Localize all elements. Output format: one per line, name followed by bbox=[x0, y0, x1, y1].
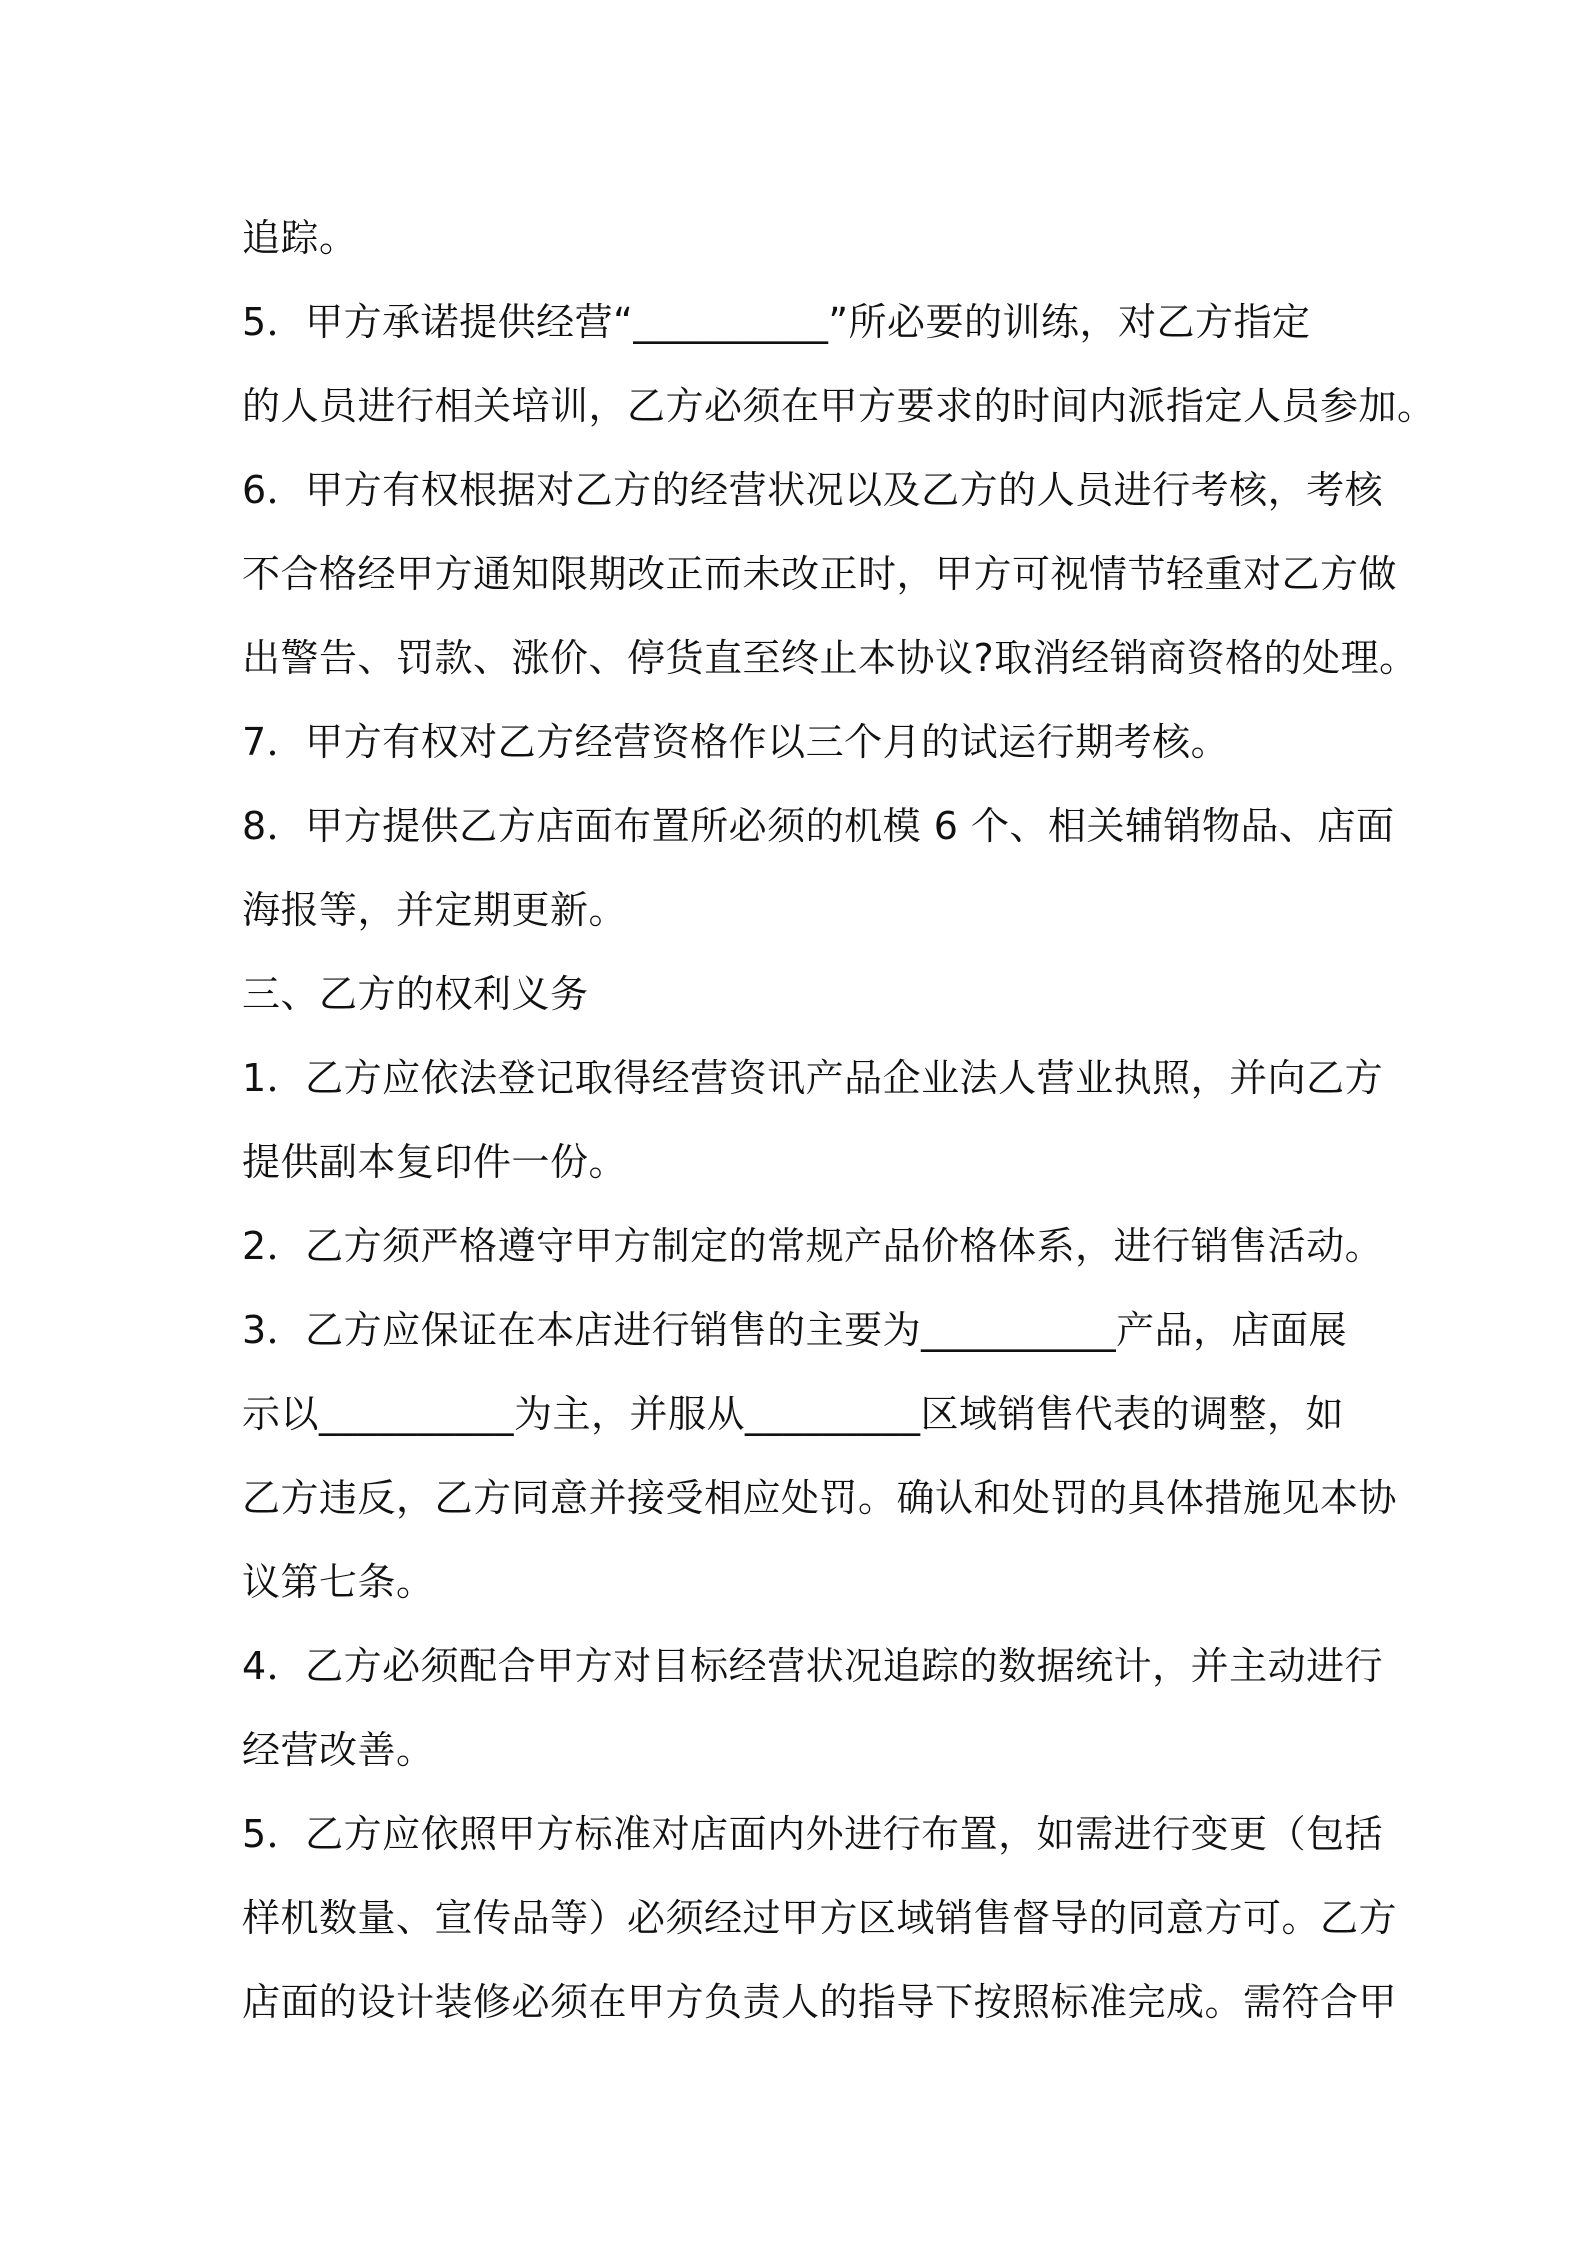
text-line: 示以__________为主，并服从_________区域销售代表的调整，如 bbox=[242, 1392, 1345, 1436]
document-body bbox=[242, 196, 1436, 2044]
text-line: 不合格经甲方通知限期改正而未改正时，甲方可视情节轻重对乙方做 bbox=[242, 552, 1398, 596]
text-line: 7．甲方有权对乙方经营资格作以三个月的试运行期考核。 bbox=[242, 720, 1230, 764]
text-line: 经营改善。 bbox=[242, 1728, 435, 1772]
text-line: 2．乙方须严格遵守甲方制定的常规产品价格体系，进行销售活动。 bbox=[242, 1224, 1384, 1268]
text-line: 5．甲方承诺提供经营“__________”所必要的训练，对乙方指定 bbox=[242, 300, 1311, 344]
text-line: 3．乙方应保证在本店进行销售的主要为__________产品，店面展 bbox=[242, 1308, 1348, 1352]
text-line: 样机数量、宣传品等）必须经过甲方区域销售督导的同意方可。乙方 bbox=[242, 1896, 1398, 1940]
text-line: 的人员进行相关培训，乙方必须在甲方要求的时间内派指定人员参加。 bbox=[242, 384, 1436, 428]
text-line: 提供副本复印件一份。 bbox=[242, 1140, 628, 1184]
text-line: 8．甲方提供乙方店面布置所必须的机模 6 个、相关辅销物品、店面 bbox=[242, 804, 1395, 848]
text-line: 出警告、罚款、涨价、停货直至终止本协议?取消经销商资格的处理。 bbox=[242, 636, 1418, 680]
text-line: 海报等，并定期更新。 bbox=[242, 888, 628, 932]
section-heading: 三、乙方的权利义务 bbox=[242, 972, 589, 1016]
text-line: 追踪。 bbox=[242, 216, 358, 260]
text-line: 议第七条。 bbox=[242, 1560, 435, 1604]
text-line: 乙方违反，乙方同意并接受相应处罚。确认和处罚的具体措施见本协 bbox=[242, 1476, 1398, 1520]
text-line: 5．乙方应依照甲方标准对店面内外进行布置，如需进行变更（包括 bbox=[242, 1812, 1384, 1856]
text-line: 4．乙方必须配合甲方对目标经营状况追踪的数据统计，并主动进行 bbox=[242, 1644, 1384, 1688]
text-line: 6．甲方有权根据对乙方的经营状况以及乙方的人员进行考核，考核 bbox=[242, 468, 1384, 512]
text-line: 1．乙方应依法登记取得经营资讯产品企业法人营业执照，并向乙方 bbox=[242, 1056, 1384, 1100]
text-line: 店面的设计装修必须在甲方负责人的指导下按照标准完成。需符合甲 bbox=[242, 1980, 1398, 2024]
